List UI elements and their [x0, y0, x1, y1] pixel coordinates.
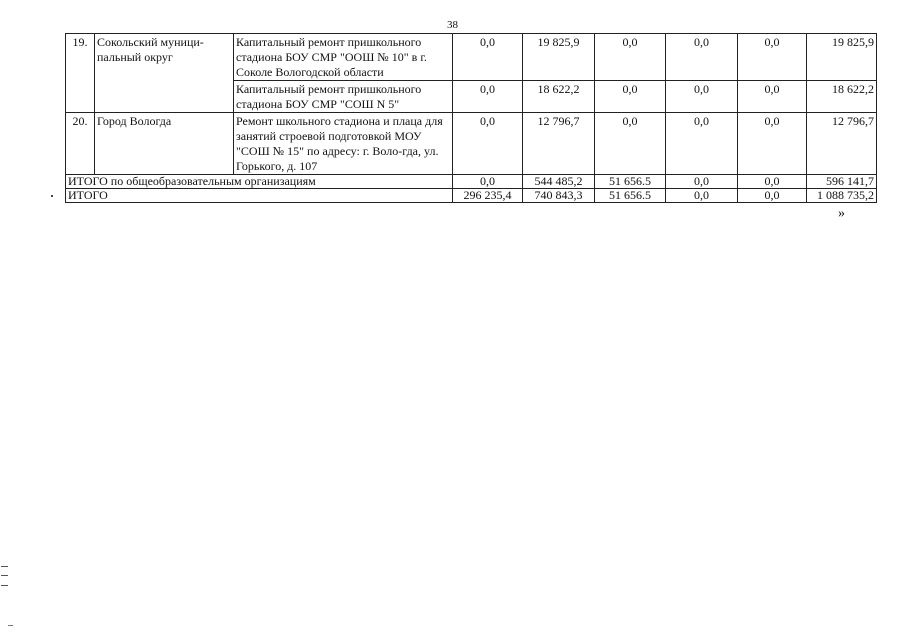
value-cell: 0,0: [738, 189, 807, 203]
project-cell: Ремонт школьного стадиона и плаца для занятий строевой подготовкой МОУ "СОШ № 15" по адресу: г. Воло-гда, ул. Горького, д. 107: [234, 113, 453, 175]
value-cell: 0,0: [666, 175, 738, 189]
value-cell: 296 235,4: [453, 189, 523, 203]
value-cell: 18 622,2: [807, 81, 877, 113]
value-cell: 51 656.5: [595, 189, 666, 203]
value-cell: 19 825,9: [807, 34, 877, 81]
value-cell: 0,0: [453, 81, 523, 113]
project-cell: Капитальный ремонт пришкольного стадиона БОУ СМР "ООШ № 10" в г. Соколе Вологодской области: [234, 34, 453, 81]
total-row: [66, 175, 877, 189]
value-cell: 0,0: [453, 175, 523, 189]
value-cell: 596 141,7: [807, 175, 877, 189]
value-cell: 0,0: [453, 34, 523, 81]
total-label: ИТОГО: [66, 189, 453, 203]
value-cell: 19 825,9: [523, 34, 595, 81]
value-cell: 0,0: [666, 34, 738, 81]
value-cell: 0,0: [666, 113, 738, 175]
municipality-cell: Город Вологда: [95, 113, 234, 175]
project-cell: Капитальный ремонт пришкольного стадиона БОУ СМР "СОШ N 5": [234, 81, 453, 113]
table-row: [66, 34, 877, 81]
closing-quote-mark: »: [838, 206, 845, 221]
value-cell: 1 088 735,2: [807, 189, 877, 203]
value-cell: 18 622,2: [523, 81, 595, 113]
municipality-cell: Сокольский муници-пальный округ: [95, 34, 234, 113]
value-cell: 12 796,7: [807, 113, 877, 175]
value-cell: 0,0: [595, 81, 666, 113]
row-number: 19.: [66, 34, 95, 113]
value-cell: 12 796,7: [523, 113, 595, 175]
value-cell: 0,0: [738, 34, 807, 81]
table-row: [66, 113, 877, 175]
value-cell: 0,0: [738, 113, 807, 175]
margin-scan-tick: [8, 625, 13, 626]
value-cell: 0,0: [666, 189, 738, 203]
scan-speck: [51, 195, 53, 197]
value-cell: 0,0: [666, 81, 738, 113]
value-cell: 51 656.5: [595, 175, 666, 189]
value-cell: 0,0: [595, 113, 666, 175]
value-cell: 0,0: [738, 175, 807, 189]
row-number: 20.: [66, 113, 95, 175]
value-cell: 740 843,3: [523, 189, 595, 203]
margin-scan-marks: [1, 566, 8, 586]
total-label: ИТОГО по общеобразовательным организациям: [66, 175, 453, 189]
value-cell: 0,0: [738, 81, 807, 113]
value-cell: 0,0: [453, 113, 523, 175]
value-cell: 544 485,2: [523, 175, 595, 189]
total-row: [66, 189, 877, 203]
value-cell: 0,0: [595, 34, 666, 81]
data-table: [65, 33, 877, 203]
page-number: 38: [447, 19, 458, 31]
